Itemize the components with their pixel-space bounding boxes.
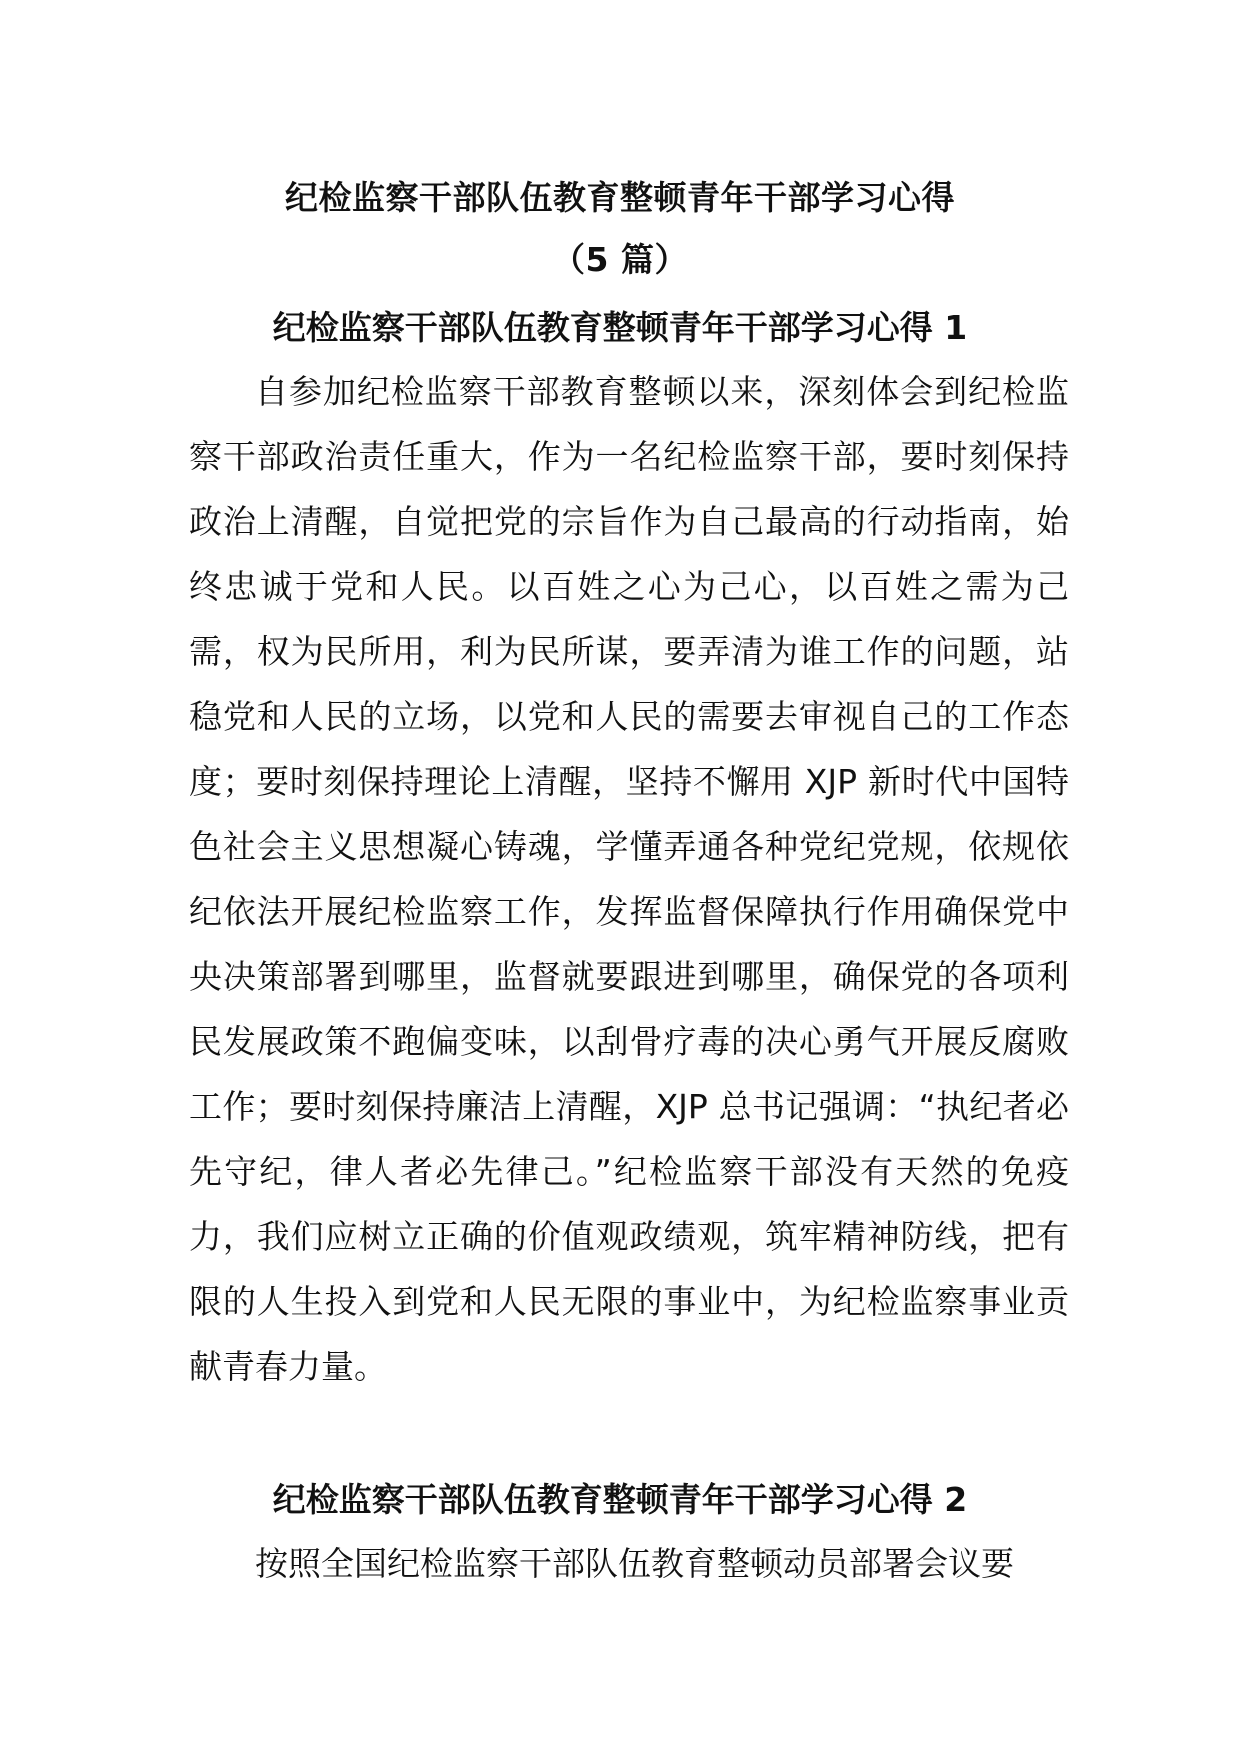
document-subtitle-count: （5 篇） [552,240,688,279]
document-title: 纪检监察干部队伍教育整顿青年干部学习心得 [285,178,955,217]
section-heading-1: 纪检监察干部队伍教育整顿青年干部学习心得 1 [272,308,968,347]
section-paragraph-1: 自参加纪检监察干部教育整顿以来，深刻体会到纪检监察干部政治责任重大，作为一名纪检监察干部，要时刻保持政治上清醒，自觉把党的宗旨作为自己最高的行动指南，始终忠诚于党和人民。以百姓之心为己心，以百姓之需为己需，权为民所用，利为民所谋，要弄清为谁工作的问题，站稳党和人民的立场，以党和人民的需要去审视自己的工作态度；要时刻保持理论上清醒，坚持不懈用 XJP 新时代中国特色社会主义思想凝心铸魂，学懂弄通各种党纪党规，依规依纪依法开展纪检监察工作，发挥监督保障执行作用确保党中央决策部署到哪里，监督就要跟进到哪里，确保党的各项利民发展政策不跑偏变味，以刮骨疗毒的决心勇气开展反腐败工作；要时刻保持廉洁上清醒，XJP 总书记强调：“执纪者必先守纪，律人者必先律己。”纪检监察干部没有天然的免疫力，我们应树立正确的价值观政绩观，筑牢精神防线，把有限的人生投入到党和人民无限的事业中，为纪检监察事业贡献青春力量。 [189,372,1069,1386]
section-paragraph-2: 按照全国纪检监察干部队伍教育整顿动员部署会议要 [255,1544,1014,1583]
section-heading-2: 纪检监察干部队伍教育整顿青年干部学习心得 2 [272,1480,968,1519]
